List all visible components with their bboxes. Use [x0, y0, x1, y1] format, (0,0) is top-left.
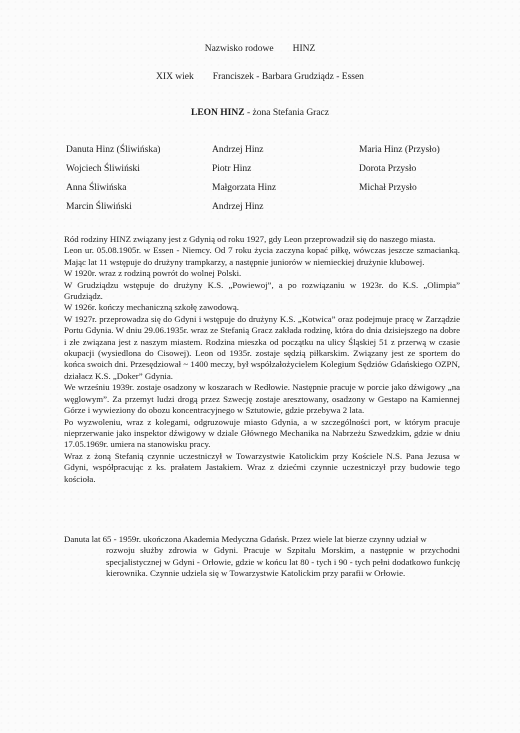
biography-paragraph: Leon ur. 05.08.1905r. w Essen - Niemcy. Od 7 roku życia zaczyna kopać piłkę, wówczas jeszcze szmacianką. Mając lat 11 wstępuje do drużyny trampkarzy, a następnie juniorów w niemieckiej drużynie klubowej.	[64, 245, 460, 267]
family-member: Michał Przysło	[359, 182, 417, 193]
biography-paragraph: We wrześniu 1939r. zostaje osadzony w koszarach w Redłowie. Następnie pracuje w porcie jako dźwigowy „na węglowym”. Za przemyt ludzi drogą przez Szwecję zostaje aresztowany, osadzony w Gestapo na Kamiennej Górze i wywieziony do obozu koncentracyjnego w Sztutowie, gdzie przebywa 2 lata.	[64, 382, 460, 416]
biography-paragraph: W 1927r. przeprowadza się do Gdyni i wstępuje do drużyny K.S. „Kotwica” oraz podejmuje pracę w Zarządzie Portu Gdynia. W dniu 29.06.1935r. wraz ze Stefanią Gracz zakłada rodzinę, która do dnia dzisiejszego na dobre i złe związana jest z naszym miastem. Rodzina mieszka od początku na ulicy Śląskiej 51 z przerwą w czasie okupacji (wysiedlona do Cisowej). Leon od 1935r. zostaje sędzią piłkarskim. Związany jest ze sportem do końca swoich dni. Przesędziował ~ 1400 meczy, był współzałożycielem Kolegium Sędziów Gdańskiego OZPN, działacz K.S. „Doker” Gdynia.	[64, 313, 460, 381]
biography-paragraph: W 1926r. kończy mechaniczną szkołę zawodową.	[64, 302, 239, 313]
ancestry-heading	[0, 72, 520, 82]
family-member: Anna Śliwińska	[66, 182, 127, 193]
family-member: Dorota Przysło	[359, 163, 417, 174]
family-members-row	[66, 178, 486, 197]
surname-label: Nazwisko rodowe	[204, 44, 274, 54]
surname-heading	[0, 44, 520, 54]
family-members-row	[66, 159, 486, 178]
family-member: Andrzej Hinz	[212, 144, 264, 155]
family-member: Danuta Hinz (Śliwińska)	[66, 144, 161, 155]
danuta-biography-rest: rozwoju służby zdrowia w Gdyni. Pracuje w Szpitalu Morskim, a następnie w przychodni specjalistycznej w Gdyni - Orłowie, gdzie w końcu lat 80 - tych i 90 - tych pełni dodatkowo funkcję kierownika. Czynnie udziela się w Towarzystwie Katolickim przy parafii w Orłowie.	[106, 545, 460, 579]
biography-paragraph: W Grudziądzu wstępuje do drużyny K.S. „Powiewoj”, a po rozwiązaniu w 1923r. do K.S. „Olimpia” Grudziądz.	[64, 279, 460, 302]
biography-text	[64, 234, 460, 485]
danuta-biography	[64, 534, 460, 580]
biography-paragraph: Wraz z żoną Stefanią czynnie uczestniczył w Towarzystwie Katolickim przy Kościele N.S. Pana Jezusa w Gdyni, współpracując z ks. prałatem Jastakiem. Wraz z dziećmi czynnie uczestniczył przy budowie tego kościoła.	[64, 450, 460, 484]
biography-paragraph: Po wyzwoleniu, wraz z kolegami, odgruzowuje miasto Gdynia, a w szczególności port, w którym pracuje nieprzerwanie jako inspektor dźwigowy w dziale Głównego Mechanika na Nabrzeżu Szwedzkim, gdzie w dniu 17.05.1969r. umiera na stanowisku pracy.	[64, 416, 460, 450]
family-head-name: LEON HINZ	[191, 108, 245, 118]
surname-value: HINZ	[292, 44, 316, 54]
family-members-row	[66, 140, 486, 159]
family-members-row	[66, 197, 486, 216]
family-head-heading	[0, 108, 520, 118]
family-member: Małgorzata Hinz	[212, 182, 277, 193]
family-member: Andrzej Hinz	[212, 201, 264, 212]
ancestry-places: Franciszek - Barbara Grudziądz - Essen	[212, 72, 364, 82]
family-member: Maria Hinz (Przysło)	[359, 144, 440, 155]
danuta-biography-lead: Danuta lat 65 - 1959r. ukończona Akademia Medyczna Gdańsk. Przez wiele lat bierze czynny udział w	[64, 534, 427, 544]
family-member: Marcin Śliwiński	[66, 201, 132, 212]
biography-paragraph: W 1920r. wraz z rodziną powrót do wolnej Polski.	[64, 268, 242, 279]
family-member: Piotr Hinz	[212, 163, 252, 174]
family-member: Wojciech Śliwiński	[66, 163, 140, 174]
biography-paragraph: Ród rodziny HINZ związany jest z Gdynią od roku 1927, gdy Leon przeprowadził się do naszego miasta.	[64, 234, 436, 244]
family-members-list	[66, 140, 486, 216]
family-head-spouse: - żona Stefania Gracz	[244, 108, 329, 118]
century-label: XIX wiek	[156, 72, 194, 82]
